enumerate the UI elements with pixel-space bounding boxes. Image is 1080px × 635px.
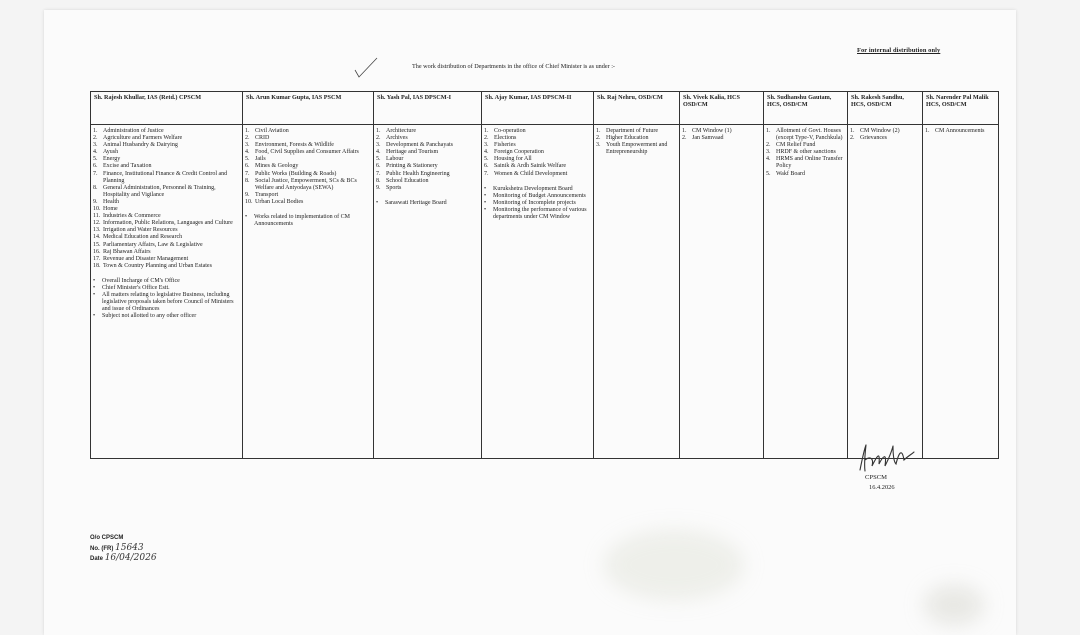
department-item xyxy=(245,192,371,199)
office-stamp-date-line xyxy=(90,554,157,565)
department-name: Home xyxy=(103,206,118,213)
work-distribution-table xyxy=(90,91,999,459)
department-list xyxy=(596,128,677,156)
department-number: 1. xyxy=(245,128,250,134)
additional-duty-item xyxy=(93,313,240,320)
department-name: CM Window (2) xyxy=(860,128,900,134)
department-item xyxy=(766,171,845,178)
department-number: 16. xyxy=(93,248,101,255)
additional-duty-item xyxy=(245,214,371,228)
department-number: 4. xyxy=(245,149,250,156)
department-number: 7. xyxy=(93,170,98,177)
department-number: 6. xyxy=(484,163,489,170)
department-number: 2. xyxy=(484,135,489,142)
department-name: Elections xyxy=(494,135,517,142)
department-name: Archives xyxy=(386,135,408,142)
department-item xyxy=(93,142,240,149)
department-item xyxy=(850,135,920,142)
officer-heading: Sh. Narender Pal Malik HCS, OSD/CM xyxy=(923,92,999,125)
additional-duty-text: Monitoring of Budget Announcements xyxy=(493,192,586,199)
department-name: School Education xyxy=(386,177,429,184)
bullet-icon: • xyxy=(245,214,248,221)
department-number: 6. xyxy=(376,163,381,170)
department-item xyxy=(93,149,240,156)
bullet-icon: • xyxy=(484,199,487,206)
department-list xyxy=(766,128,845,178)
department-item xyxy=(376,128,479,135)
department-item xyxy=(245,149,371,156)
department-item xyxy=(376,135,479,142)
department-name: Department of Future xyxy=(606,128,658,134)
department-name: Urban Local Bodies xyxy=(255,198,304,205)
department-name: Parliamentary Affairs, Law & Legislative xyxy=(103,241,203,248)
officer-heading: Sh. Vivek Kalia, HCS OSD/CM xyxy=(680,92,764,125)
officer-heading: Sh. Yash Pal, IAS DPSCM-I xyxy=(374,92,482,125)
department-name: Civil Aviation xyxy=(255,128,289,134)
department-item xyxy=(596,142,677,156)
department-number: 3. xyxy=(596,142,601,149)
department-list xyxy=(376,128,479,192)
office-stamp-date-label: Date xyxy=(90,556,104,562)
internal-distribution-note: For internal distribution only xyxy=(857,47,941,54)
department-item xyxy=(93,171,240,185)
department-name: Social Justice, Empowerment, SCs & BCs Welfare and Antyodaya (SEWA) xyxy=(255,177,357,191)
department-item xyxy=(925,128,996,135)
department-name: Energy xyxy=(103,156,121,163)
department-number: 2. xyxy=(376,135,381,142)
additional-duty-item xyxy=(93,292,240,313)
department-number: 7. xyxy=(245,170,250,177)
officer-heading: Sh. Rakesh Sandhu, HCS, OSD/CM xyxy=(848,92,923,125)
department-item xyxy=(93,234,240,241)
department-item xyxy=(93,185,240,199)
department-number: 8. xyxy=(245,177,250,184)
department-item xyxy=(245,199,371,206)
department-number: 5. xyxy=(484,156,489,163)
department-item xyxy=(484,142,591,149)
additional-duty-text: Monitoring the performance of various departments under CM Window xyxy=(493,206,587,221)
department-name: CM Relief Fund xyxy=(776,142,816,149)
department-number: 4. xyxy=(376,149,381,156)
department-number: 4. xyxy=(93,149,98,156)
department-item xyxy=(93,256,240,263)
department-number: 2. xyxy=(850,135,855,142)
department-number: 2. xyxy=(245,135,250,142)
department-name: Women & Child Development xyxy=(494,170,568,177)
bullet-icon: • xyxy=(376,199,379,206)
additional-duty-text: Saraswati Heritage Board xyxy=(385,199,447,206)
department-list xyxy=(925,128,996,135)
additional-duty-text: All matters relating to legislative Business, including legislative proposals taken before Council of Ministers and issue of Ordinances xyxy=(102,292,234,313)
bullet-icon: • xyxy=(93,313,96,320)
department-number: 1. xyxy=(766,128,771,134)
department-number: 3. xyxy=(93,142,98,149)
department-item xyxy=(93,263,240,270)
department-item xyxy=(376,171,479,178)
department-name: Administration of Justice xyxy=(103,128,164,134)
department-number: 3. xyxy=(245,142,250,149)
scan-smudge xyxy=(924,585,984,625)
department-name: CM Window (1) xyxy=(692,128,732,134)
department-name: Environment, Forests & Wildlife xyxy=(255,142,334,149)
additional-duty-item xyxy=(484,186,591,193)
department-name: Health xyxy=(103,198,119,205)
department-number: 1. xyxy=(596,128,601,134)
department-number: 18. xyxy=(93,262,101,269)
officer-heading: Sh. Ajay Kumar, IAS DPSCM-II xyxy=(482,92,594,125)
department-name: Excise and Taxation xyxy=(103,163,152,170)
department-name: Industries & Commerce xyxy=(103,213,161,220)
department-name: Medical Education and Research xyxy=(103,234,183,241)
additional-duties-list xyxy=(245,214,371,228)
department-name: Information, Public Relations, Languages and Culture xyxy=(103,220,233,227)
department-name: Animal Husbandry & Dairying xyxy=(103,142,178,149)
department-item xyxy=(484,171,591,178)
additional-duty-text: Subject not allotted to any other officer xyxy=(102,313,197,320)
department-number: 5. xyxy=(766,170,771,177)
department-name: Ayush xyxy=(103,149,119,156)
department-item xyxy=(93,206,240,213)
department-number: 1. xyxy=(925,128,930,134)
department-item xyxy=(245,171,371,178)
department-name: Raj Bhawan Affairs xyxy=(103,248,151,255)
department-item xyxy=(682,128,761,135)
department-number: 3. xyxy=(376,142,381,149)
department-number: 10. xyxy=(93,206,101,213)
department-list xyxy=(93,128,240,270)
officer-heading: Sh. Rajesh Khullar, IAS (Retd.) CPSCM xyxy=(91,92,243,125)
department-number: 2. xyxy=(596,135,601,142)
officer-departments-cell xyxy=(243,125,374,459)
department-name: HRDF & other sanctions xyxy=(776,149,836,156)
officer-heading: Sh. Sudhanshu Gautam, HCS, OSD/CM xyxy=(764,92,848,125)
bullet-icon: • xyxy=(93,292,96,299)
department-name: Mines & Geology xyxy=(255,163,299,170)
department-item xyxy=(376,178,479,185)
department-item xyxy=(376,156,479,163)
additional-duty-item xyxy=(93,278,240,285)
department-name: General Administration, Personnel & Training, Hospitality and Vigilance xyxy=(103,184,216,198)
signature-icon xyxy=(852,442,922,474)
tick-mark-icon xyxy=(353,57,379,79)
bullet-icon: • xyxy=(484,192,487,199)
department-item xyxy=(484,135,591,142)
department-item xyxy=(596,128,677,135)
department-item xyxy=(245,128,371,135)
department-number: 4. xyxy=(766,156,771,163)
additional-duty-item xyxy=(93,285,240,292)
department-item xyxy=(766,142,845,149)
department-item xyxy=(93,242,240,249)
department-name: Finance, Institutional Finance & Credit Control and Planning xyxy=(103,170,228,184)
additional-duty-item xyxy=(376,200,479,207)
department-name: Wakf Board xyxy=(776,170,806,177)
additional-duty-item xyxy=(484,207,591,221)
officer-departments-cell xyxy=(482,125,594,459)
department-number: 8. xyxy=(93,184,98,191)
signature-date: 16.4.2026 xyxy=(869,484,895,491)
department-number: 12. xyxy=(93,220,101,227)
department-number: 3. xyxy=(766,149,771,156)
additional-duties-list xyxy=(376,200,479,207)
department-name: Architecture xyxy=(386,128,416,134)
additional-duty-text: Overall Incharge of CM's Office xyxy=(102,277,180,284)
department-number: 8. xyxy=(376,177,381,184)
office-stamp-number-label: No. (FR) xyxy=(90,545,114,552)
department-list xyxy=(484,128,591,178)
department-number: 5. xyxy=(376,156,381,163)
department-name: Public Works (Building & Roads) xyxy=(255,170,337,177)
department-name: Jan Samvaad xyxy=(692,135,724,142)
department-item xyxy=(93,163,240,170)
additional-duty-item xyxy=(484,193,591,200)
department-item xyxy=(376,185,479,192)
department-number: 13. xyxy=(93,227,101,234)
department-number: 1. xyxy=(682,128,687,134)
department-item xyxy=(766,128,845,142)
office-stamp xyxy=(90,534,157,565)
department-item xyxy=(245,156,371,163)
department-item xyxy=(93,249,240,256)
department-list xyxy=(245,128,371,206)
department-name: Foreign Cooperation xyxy=(494,149,544,156)
department-item xyxy=(93,135,240,142)
department-number: 6. xyxy=(245,163,250,170)
department-number: 17. xyxy=(93,255,101,262)
department-number: 4. xyxy=(484,149,489,156)
department-name: Sports xyxy=(386,184,402,191)
officer-heading: Sh. Raj Nehru, OSD/CM xyxy=(594,92,680,125)
department-item xyxy=(93,220,240,227)
department-item xyxy=(850,128,920,135)
department-name: Labour xyxy=(386,156,404,163)
office-stamp-date: 16/04/2026 xyxy=(104,553,157,563)
department-item xyxy=(376,142,479,149)
department-name: CRID xyxy=(255,135,270,142)
officer-departments-cell xyxy=(91,125,243,459)
department-number: 7. xyxy=(376,170,381,177)
department-number: 11. xyxy=(93,213,101,220)
additional-duty-text: Chief Minister's Office Estt. xyxy=(102,284,170,291)
additional-duties-list xyxy=(93,278,240,321)
department-list xyxy=(850,128,920,142)
officer-departments-cell xyxy=(594,125,680,459)
department-name: HRMS and Online Transfer Policy xyxy=(776,156,843,170)
office-stamp-number: 15643 xyxy=(115,542,144,553)
bullet-icon: • xyxy=(484,206,487,213)
department-item xyxy=(376,163,479,170)
bullet-icon: • xyxy=(484,185,487,192)
department-name: Grievances xyxy=(860,135,887,142)
department-number: 14. xyxy=(93,234,101,241)
department-number: 15. xyxy=(93,241,101,248)
department-number: 1. xyxy=(484,128,489,134)
additional-duties-list xyxy=(484,186,591,221)
officer-departments-cell xyxy=(374,125,482,459)
officer-departments-cell xyxy=(923,125,999,459)
department-name: Revenue and Disaster Management xyxy=(103,255,189,262)
department-name: CM Announcements xyxy=(935,128,985,134)
officer-departments-cell xyxy=(680,125,764,459)
department-number: 1. xyxy=(376,128,381,134)
department-item xyxy=(596,135,677,142)
department-name: Food, Civil Supplies and Consumer Affairs xyxy=(255,149,359,156)
department-number: 2. xyxy=(682,135,687,142)
officer-departments-cell xyxy=(848,125,923,459)
department-name: Sainik & Ardh Sainik Welfare xyxy=(494,163,567,170)
scan-smudge xyxy=(604,530,744,600)
department-number: 5. xyxy=(93,156,98,163)
department-number: 10. xyxy=(245,198,253,205)
department-item xyxy=(93,156,240,163)
department-name: Housing for All xyxy=(494,156,532,163)
department-name: Heritage and Tourism xyxy=(386,149,439,156)
department-name: Town & Country Planning and Urban Estates xyxy=(103,262,212,269)
department-item xyxy=(484,128,591,135)
department-name: Agriculture and Farmers Welfare xyxy=(103,135,183,142)
department-item xyxy=(93,199,240,206)
department-item xyxy=(93,227,240,234)
bullet-icon: • xyxy=(93,277,96,284)
additional-duty-text: Kurukshetra Development Board xyxy=(493,185,573,192)
department-item xyxy=(682,135,761,142)
bullet-icon: • xyxy=(93,284,96,291)
department-number: 9. xyxy=(376,184,381,191)
department-number: 1. xyxy=(850,128,855,134)
department-name: Allotment of Govt. Houses (except Type-V, Panchkula) xyxy=(776,128,843,142)
department-item xyxy=(766,156,845,170)
officer-departments-cell xyxy=(764,125,848,459)
intro-line: The work distribution of Departments in the office of Chief Minister is as under :- xyxy=(412,63,615,70)
department-name: Fisheries xyxy=(494,142,516,149)
department-item xyxy=(484,163,591,170)
department-list xyxy=(682,128,761,142)
department-name: Irrigation and Water Resources xyxy=(103,227,178,234)
department-number: 6. xyxy=(93,163,98,170)
department-name: Jails xyxy=(255,156,266,163)
document-page xyxy=(44,10,1016,635)
department-item xyxy=(245,163,371,170)
additional-duty-text: Monitoring of Incomplete projects xyxy=(493,199,576,206)
department-name: Development & Panchayats xyxy=(386,142,453,149)
officer-heading: Sh. Arun Kumar Gupta, IAS PSCM xyxy=(243,92,374,125)
department-number: 7. xyxy=(484,170,489,177)
department-name: Public Health Engineering xyxy=(386,170,450,177)
office-stamp-title: O/o CPSCM xyxy=(90,535,124,541)
department-item xyxy=(376,149,479,156)
additional-duty-text: Works related to implementation of CM Announcements xyxy=(254,214,350,228)
department-name: Higher Education xyxy=(606,135,649,142)
department-name: Printing & Stationery xyxy=(386,163,438,170)
department-number: 2. xyxy=(93,135,98,142)
table-body-row xyxy=(91,125,999,459)
department-number: 1. xyxy=(93,128,98,134)
department-number: 9. xyxy=(245,191,250,198)
department-number: 3. xyxy=(484,142,489,149)
department-name: Co-operation xyxy=(494,128,526,134)
additional-duty-item xyxy=(484,200,591,207)
department-number: 9. xyxy=(93,198,98,205)
department-name: Transport xyxy=(255,191,279,198)
table-header-row xyxy=(91,92,999,125)
signatory-role: CPSCM xyxy=(865,474,887,481)
department-number: 2. xyxy=(766,142,771,149)
department-number: 5. xyxy=(245,156,250,163)
department-item xyxy=(245,178,371,192)
department-name: Youth Empowerment and Entrepreneurship xyxy=(606,142,668,156)
